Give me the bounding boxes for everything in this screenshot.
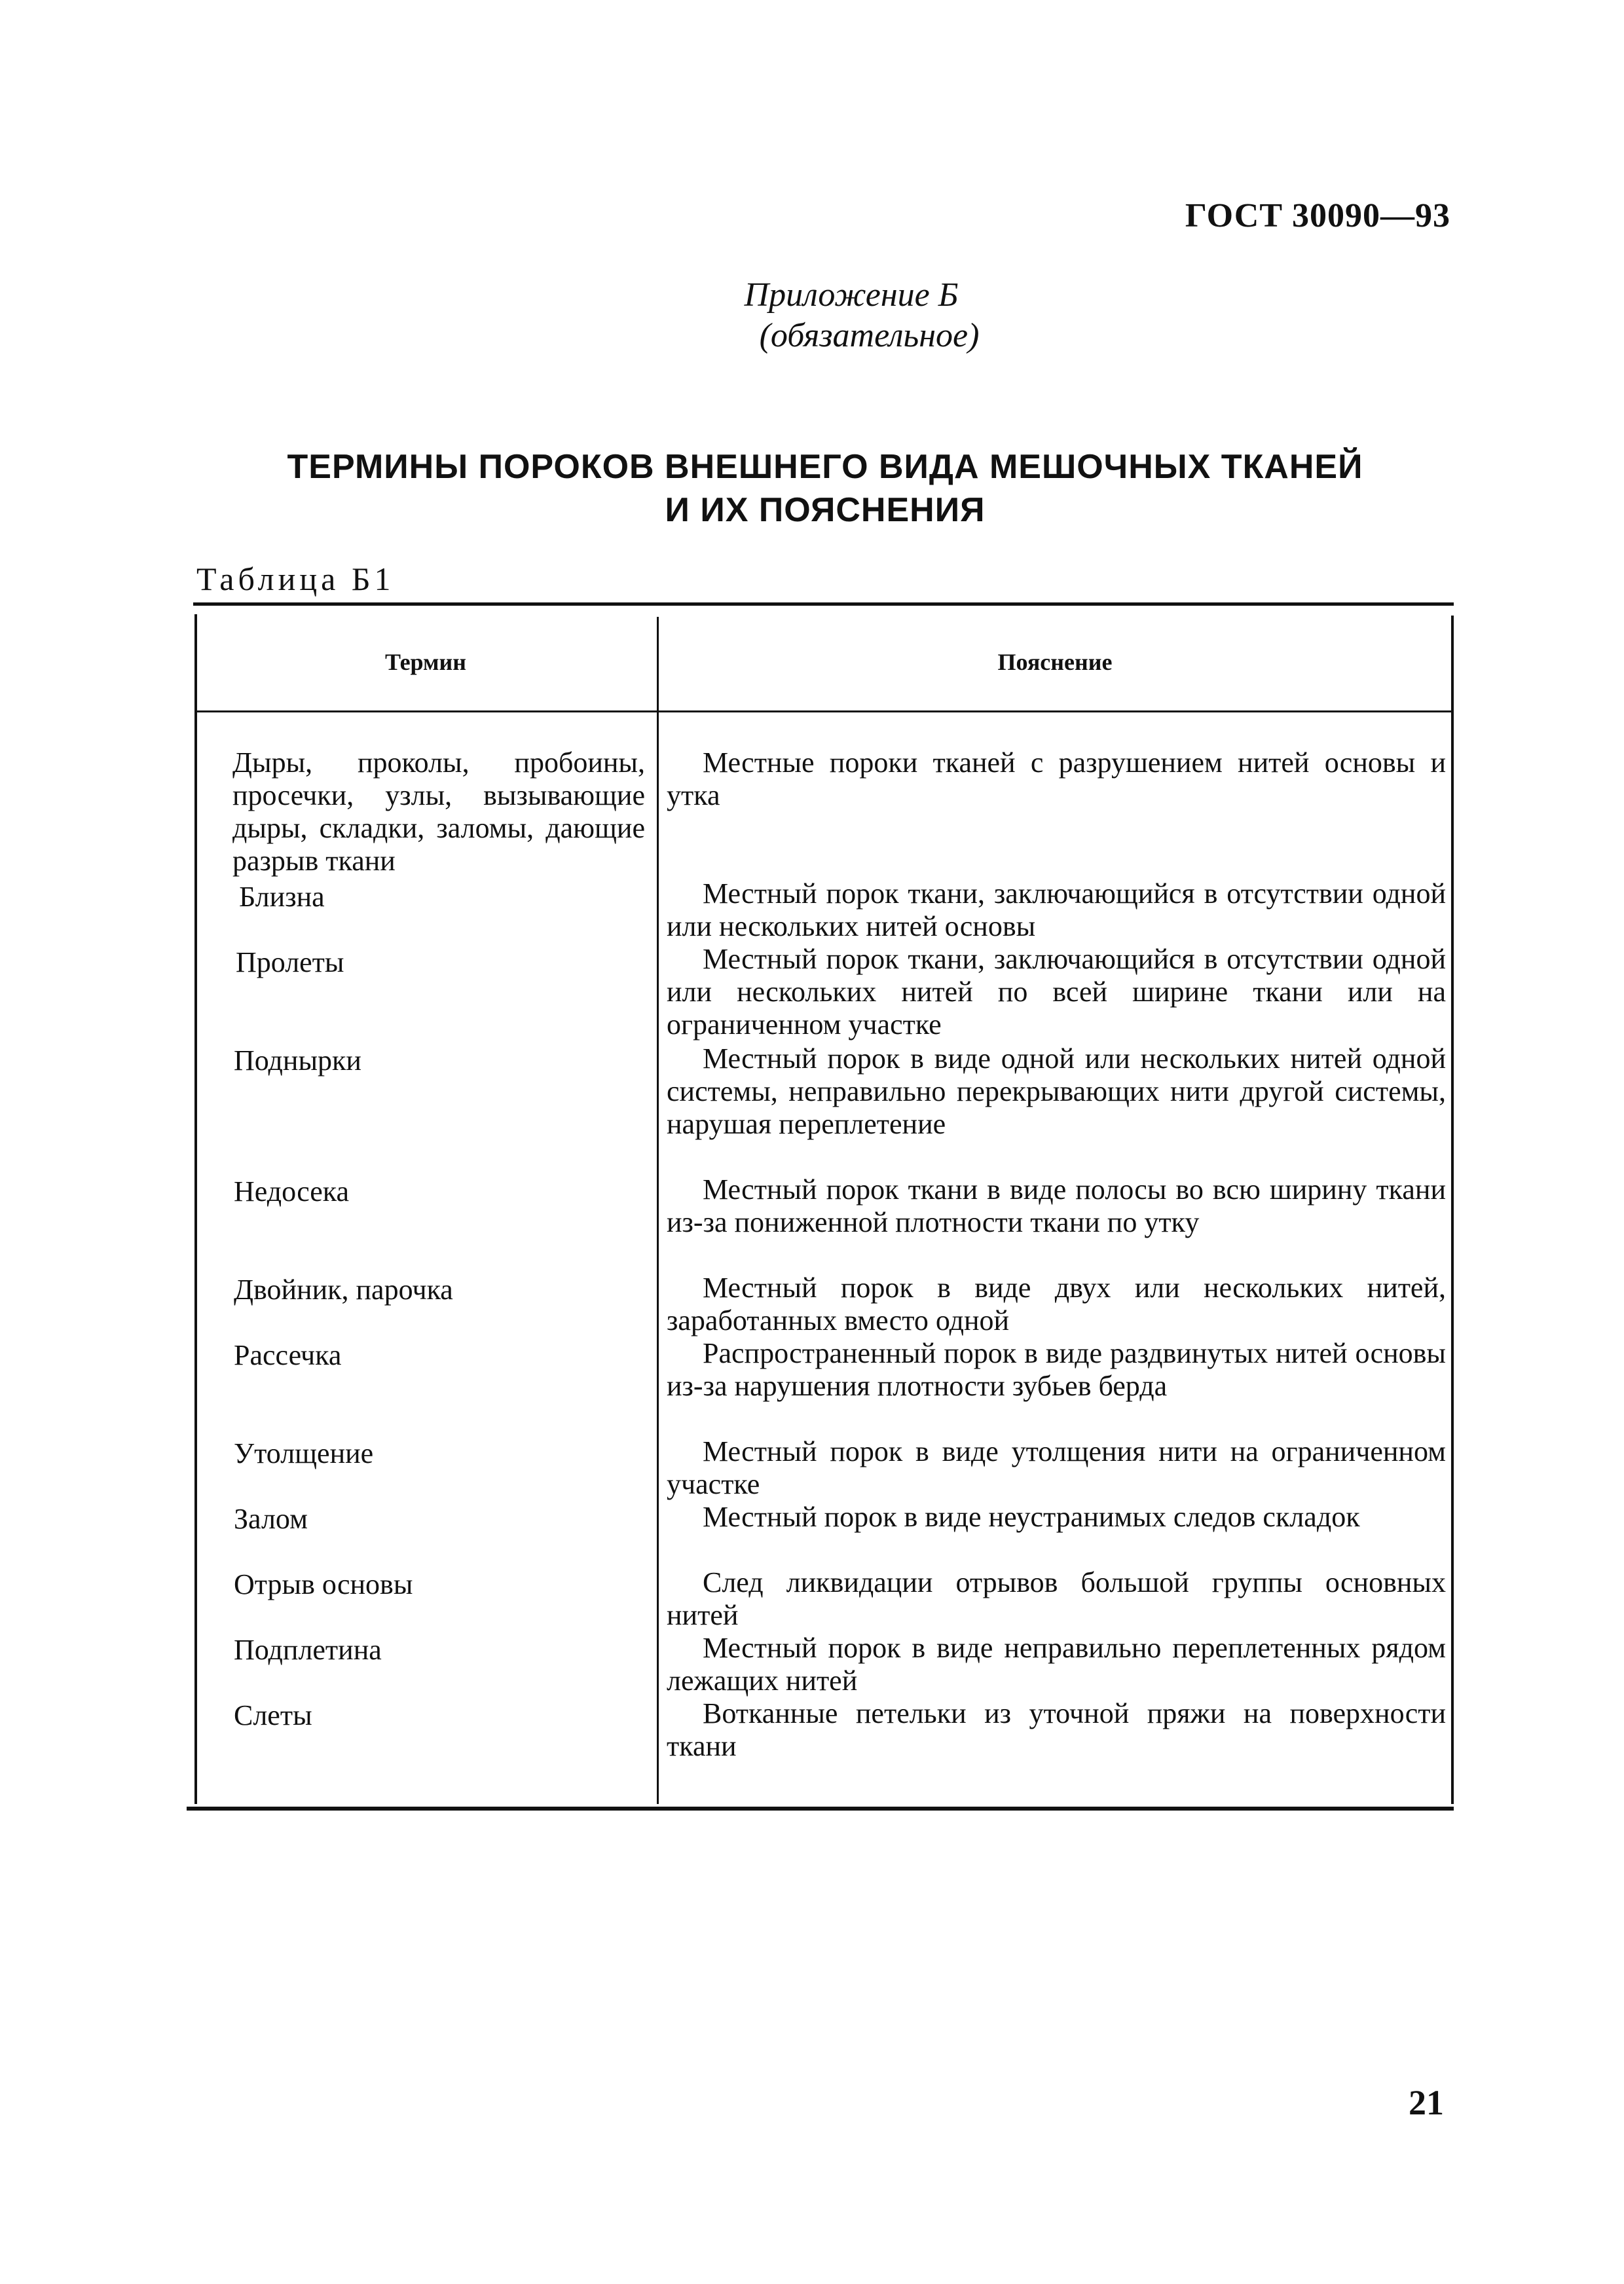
- term-cell: Подплетина: [234, 1634, 382, 1666]
- term-cell: Слеты: [234, 1699, 312, 1731]
- term-cell: Отрыв основы: [234, 1568, 413, 1600]
- explanation-cell: Местный порок ткани, заключающийся в отсутствии одной или нескольких нитей по всей ширине ткани или на ограниченном участке: [667, 943, 1446, 1041]
- page-number: 21: [1409, 2083, 1444, 2122]
- title-line-2: И ИХ ПОЯСНЕНИЯ: [665, 491, 986, 529]
- term-cell: Утолщение: [234, 1437, 374, 1469]
- explanation-cell: Местный порок в виде неправильно переплетенных рядом лежащих нитей: [667, 1632, 1446, 1697]
- explanation-cell: Местный порок в виде утолщения нити на ограниченном участке: [667, 1435, 1446, 1500]
- term-cell: Залом: [234, 1503, 308, 1535]
- explanation-cell: Местные пороки тканей с разрушением нитей основы и утка: [667, 746, 1446, 811]
- explanation-cell: Местный порок в виде неустранимых следов складок: [703, 1501, 1360, 1533]
- explanation-cell: Местный порок ткани, заключающийся в отсутствии одной или нескольких нитей основы: [667, 877, 1446, 942]
- document-code: ГОСТ 30090—93: [1185, 197, 1450, 234]
- explanation-cell: Местный порок ткани в виде полосы во всю ширину ткани из-за пониженной плотности ткани по утку: [667, 1173, 1446, 1238]
- term-cell: Недосека: [234, 1175, 350, 1207]
- title-line-1: ТЕРМИНЫ ПОРОКОВ ВНЕШНЕГО ВИДА МЕШОЧНЫХ ТКАНЕЙ: [287, 448, 1363, 486]
- explanation-cell: След ликвидации отрывов большой группы основных нитей: [667, 1566, 1446, 1631]
- appendix-label: [0, 275, 1624, 356]
- term-cell: Рассечка: [234, 1339, 342, 1371]
- appendix-title: Приложение Б: [744, 276, 959, 314]
- term-cell: Пролеты: [236, 946, 344, 978]
- column-header-term: Термин: [384, 649, 467, 675]
- table-body: [187, 602, 1454, 1811]
- appendix-status: (обязательное): [759, 317, 980, 354]
- terms-table: [187, 602, 1454, 1811]
- explanation-cell: Вотканные петельки из уточной пряжи на поверхности ткани: [667, 1697, 1446, 1762]
- table-label: Таблица Б1: [196, 561, 395, 597]
- term-cell: Близна: [239, 881, 325, 913]
- term-cell: Двойник, парочка: [234, 1274, 453, 1306]
- term-cell: Поднырки: [234, 1044, 361, 1077]
- explanation-cell: Распространенный порок в виде раздвинутых нитей основы из-за нарушения плотности зубьев берда: [667, 1337, 1446, 1402]
- term-cell: Дыры, проколы, пробоины, просечки, узлы, вызывающие дыры, складки, заломы, дающие разрыв ткани: [232, 746, 645, 877]
- column-header-explanation: Пояснение: [997, 649, 1113, 675]
- page-title: [0, 445, 1624, 532]
- explanation-cell: Местный порок в виде одной или нескольких нитей одной системы, неправильно перекрывающих нити другой системы, нарушая переплетение: [667, 1042, 1446, 1140]
- explanation-cell: Местный порок в виде двух или нескольких нитей, заработанных вместо одной: [667, 1272, 1446, 1336]
